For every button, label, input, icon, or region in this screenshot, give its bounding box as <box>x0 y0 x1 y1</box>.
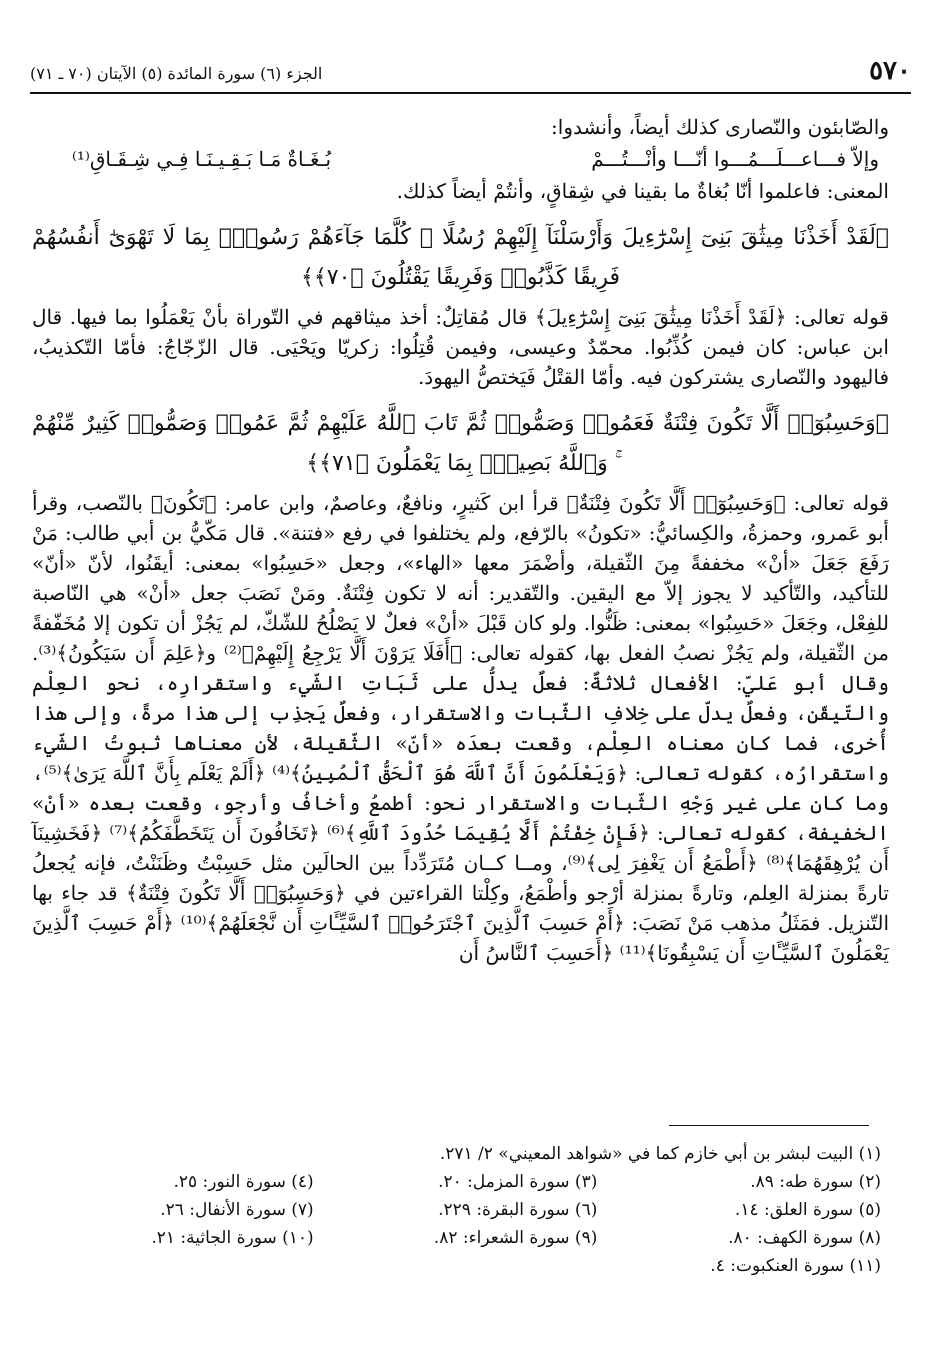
page-header <box>30 52 911 94</box>
paragraph: قوله تعالى: ﴿وَحَسِبُوٓا۟ أَلَّا تَكُونَ فِتْنَةٌ﴾ قرأ ابن كَثيرٍ، ونافعٌ، وعاصمٌ، وابن عامر: ﴿تَكُونَ﴾ بالنّصب، وقرأ أبو عَمرو، وحمزةُ، والكِسائيُّ: «تكونُ» بالرّفع، ولم يختلفوا في رفع «فتنة». قال مَكّيُّ بن أبي طالب: مَنْ رَفَعَ جَعَلَ «أنْ» مخففةً مِنَ الثّقيلة، وأضْمَرَ معها «الهاء»، وجعل «حَسِبُوا» بمعنى: أيقَنُوا، لأنّ «أنّ» للتأكيد، والتّأكيد لا يجوز إلاّ مع اليقين. والتّقدير: أنه لا تكون فِتْنَةٌ. ومَنْ نَصَبَ جعل «أنْ» هي النّاصبة للفِعْل، وجَعَلَ «حَسِبُوا» بمعنى: ظَنُّوا. ولو كان قَبْلَ «أنْ» فعلٌ لا يَصْلُحُ للشّكّ، لم يَجُزْ أن تكون إلا مُخَفّفةً من الثّقيلة، ولم يَجُزْ نصبُ الفعل بها، كقوله تعالى: ﴿أَفَلَا يَرَوْنَ أَلَّا يَرْجِعُ إِلَيْهِمْ﴾⁽²⁾ و﴿عَلِمَ أَن سَيَكُونُ﴾⁽³⁾. وقال أبو عَليّ: الأفعال ثلاثةٌ: فعلٌ يدلُّ على ثَبَاتِ الشّيء واستقرارِه، نحو العِلْم والتّيقّن، وفعلٌ يدلّ على خِلافِ الثّبات والاستقرار، وفعلٌ يَجذِب إلى هذا مرةً، وإلى هذا أُخرى، فما كان معناه العِلْم، وقعت بعدَه «أنّ» الثّقيلة، لأن معناها ثبوتُ الشّيء واستقرارُه، كقوله تعالى: ﴿وَيَعْلَمُونَ أَنَّ ٱللَّهَ هُوَ ٱلْحَقُّ ٱلْمُبِينُ﴾⁽⁴⁾ ﴿أَلَمْ يَعْلَم بِأَنَّ ٱللَّهَ يَرَىٰ﴾⁽⁵⁾، وما كان على غير وَجْهِ الثّبات والاستقرار نحو: أطمعُ وأخافُ وأرجو، وقعت بعده «أنْ» الخفيفة، كقوله تعالى: ﴿فَإِنْ خِفْتُمْ أَلَّا يُقِيمَا حُدُودَ ٱللَّهِ﴾⁽⁶⁾ ﴿تَخَافُونَ أَن يَتَخَطَّفَكُمُ﴾⁽⁷⁾ ﴿فَخَشِينَآ أَن يُرْهِقَهُمَا﴾⁽⁸⁾ ﴿أَطْمَعُ أَن يَغْفِرَ لِى﴾⁽⁹⁾، ومــا كــان مُتَرَدِّداً بين الحالَين مثل حَسِبْتُ وظَنَنْتُ، فإنه يُجعلُ تارةً بمنزلة العِلم، وتارةً بمنزلة أرْجو وأطْمَعُ، وكِلْتا القراءتين في ﴿وَحَسِبُوٓا۟ أَلَّا تَكُونَ فِتْنَةٌ﴾ قد جاء بها التّنزيل. فمَثَلُ مذهب مَنْ نَصَبَ: ﴿أَمْ حَسِبَ ٱلَّذِينَ ٱجْتَرَحُوا۟ ٱلسَّيِّـَٔاتِ أَن نَّجْعَلَهُمْ﴾⁽¹⁰⁾ ﴿أَمْ حَسِبَ ٱلَّذِينَ يَعْمَلُونَ ٱلسَّيِّـَٔاتِ أَن يَسْبِقُونَا﴾⁽¹¹⁾ ﴿أَحَسِبَ ٱلنَّاسُ أَن <box>32 491 890 965</box>
footnote: (٨) سورة الكهف: ٨٠. <box>728 1228 881 1248</box>
footnote: (١١) سورة العنكبوت: ٤. <box>710 1256 881 1276</box>
running-title: الجزء (٦) سورة المائدة (٥) الآيتان (٧٠ ـ ٧١) <box>30 64 323 83</box>
footnote: (٩) سورة الشعراء: ٨٢. <box>433 1228 598 1248</box>
paragraph: والصّابئون والنّصارى كذلك أيضاً، وأنشدوا: <box>551 115 889 139</box>
paragraph: قوله تعالى: ﴿لَقَدْ أَخَذْنَا مِيثَٰقَ بَنِىٓ إِسْرَٰٓءِيلَ﴾ قال مُقاتِلٌ: أخذ ميثاقهم في التّوراة بأنْ يَعْمَلُوا بما فيها. قال ابن عباس: كان فيمن كُذِّبُوا. محمّدٌ وعيسى، وفيمن قُتِلُوا: زكريّا ويَحْيَى. قال الزّجّاجُ: فأمّا التّكذيبُ، فاليهود والنّصارى يشتركون فيه. وأمّا القتْلُ فَيَختصُّ اليهودَ. <box>32 305 889 389</box>
footnote: (١) البيت لبشر بن أبي خازم كما في «شواهد المعيني» ٢/ ٢٧١. <box>439 1144 881 1164</box>
poem-verse <box>32 142 889 176</box>
footnote: (٣) سورة المزمل: ٢٠. <box>438 1172 598 1192</box>
poem-hemistich-right: وإلاّ فـــاعـــلَـــمُـــوا أنّـــا وأنْـــتُـــمْ <box>591 147 879 171</box>
footnote: (١٠) سورة الجاثية: ٢١. <box>151 1228 314 1248</box>
footnote: (٥) سورة العلق: ١٤. <box>734 1200 881 1220</box>
footnote: (٢) سورة طه: ٨٩. <box>750 1172 881 1192</box>
main-text <box>32 112 889 968</box>
quran-verse-70: ﴿لَقَدْ أَخَذْنَا مِيثَٰقَ بَنِىٓ إِسْرَٰٓءِيلَ وَأَرْسَلْنَآ إِلَيْهِمْ رُسُلًا ۖ كُلَّمَا جَآءَهُمْ رَسُولٌۢ بِمَا لَا تَهْوَىٰٓ أَنفُسُهُمْ فَرِيقًا كَذَّبُوا۟ وَفَرِيقًا يَقْتُلُونَ ﴿٧٠﴾﴾ <box>32 225 889 290</box>
footnote: (٦) سورة البقرة: ٢٢٩. <box>438 1200 598 1220</box>
page-number: ٥٧٠ <box>869 56 911 86</box>
footnote: (٧) سورة الأنفال: ٢٦. <box>160 1200 314 1220</box>
quran-verse-71: ﴿وَحَسِبُوٓا۟ أَلَّا تَكُونَ فِتْنَةٌ فَعَمُوا۟ وَصَمُّوا۟ ثُمَّ تَابَ ٱللَّهُ عَلَيْهِمْ ثُمَّ عَمُوا۟ وَصَمُّوا۟ كَثِيرٌ مِّنْهُمْ ۚ وَٱللَّهُ بَصِيرٌۢ بِمَا يَعْمَلُونَ ﴿٧١﴾﴾ <box>32 411 889 476</box>
poem-hemistich-left: بُـغَـاةٌ مَـا بَـقِـيـنَـا فِـي شِـقَـاقِ⁽¹⁾ <box>72 147 332 171</box>
footnote: (٤) سورة النور: ٢٥. <box>173 1172 314 1192</box>
footnotes <box>40 1140 881 1280</box>
paragraph: المعنى: فاعلموا أنّا بُغاةٌ ما بقينا في شِقاقٍ، وأنتُمْ أيضاً كذلك. <box>396 179 889 203</box>
footnote-divider <box>669 1125 869 1126</box>
